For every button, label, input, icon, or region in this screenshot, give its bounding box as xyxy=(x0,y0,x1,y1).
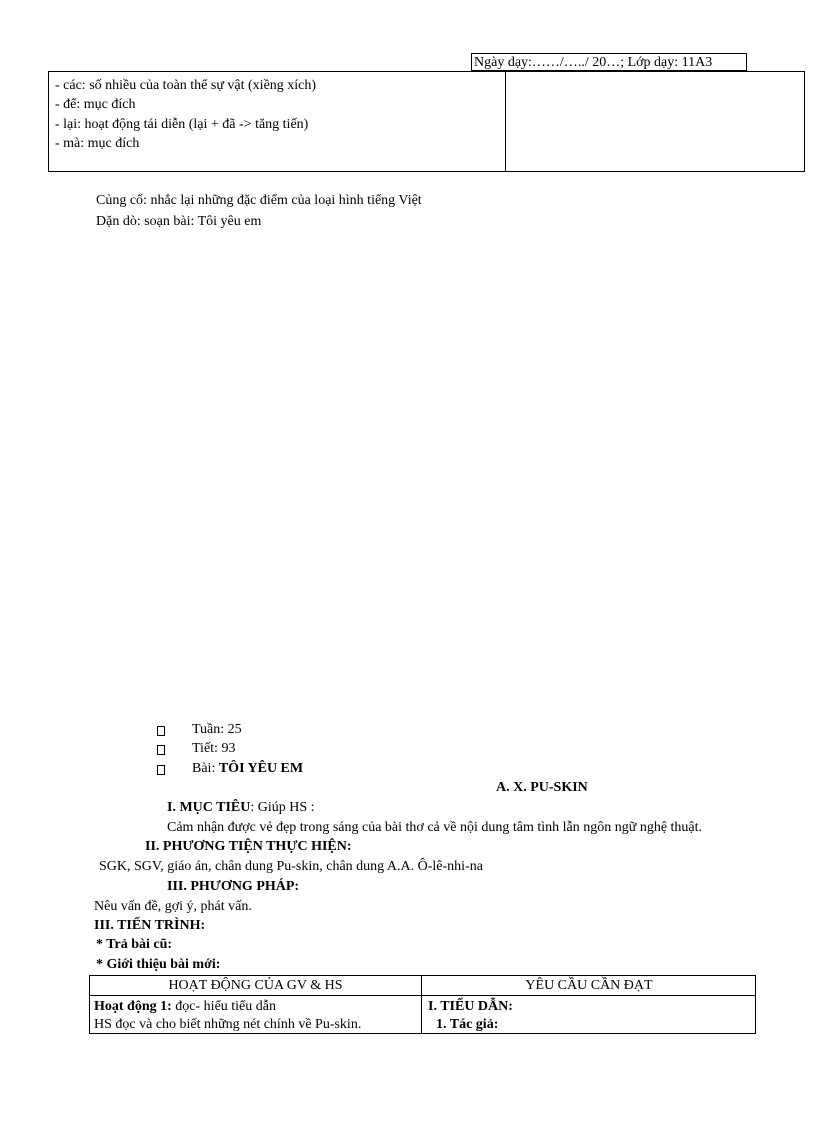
bullet-box-icon xyxy=(157,765,165,775)
activity-1-line xyxy=(94,998,276,1016)
bai-line xyxy=(192,761,303,777)
activity-1-label: Hoạt động 1: xyxy=(94,999,172,1014)
muc-tieu-heading: I. MỤC TIÊU xyxy=(167,800,251,815)
col-header-activities: HOẠT ĐỘNG CỦA GV & HS xyxy=(168,978,343,993)
tra-bai-cu: * Trả bài cũ: xyxy=(96,937,173,952)
gioi-thieu-bai-moi: * Giới thiệu bài mới: xyxy=(96,957,221,972)
table-line-lai: - lại: hoạt động tái diễn (lại + đã -> tăng tiến) xyxy=(55,117,309,132)
tac-gia-heading: 1. Tác giả: xyxy=(436,1017,499,1032)
activity-1-desc: đọc- hiểu tiểu dẫn xyxy=(171,999,276,1014)
phuong-phap-heading: III. PHƯƠNG PHÁP: xyxy=(167,879,300,894)
bai-label: Bài: xyxy=(192,761,219,776)
phuong-tien-heading: II. PHƯƠNG TIỆN THỰC HIỆN: xyxy=(145,839,352,854)
table-header-rule xyxy=(90,995,755,996)
phuong-phap-text: Nêu vấn đề, gợi ý, phát vấn. xyxy=(94,899,252,914)
table-divider xyxy=(505,72,506,171)
bullet-box-icon xyxy=(157,726,165,736)
tiet-text: Tiết: 93 xyxy=(192,741,236,756)
activity-table xyxy=(89,975,756,1034)
col-header-requirements: YÊU CẦU CẦN ĐẠT xyxy=(525,978,653,993)
table-line-cac: - các: số nhiều của toàn thể sự vật (xiềng xích) xyxy=(55,78,317,93)
cung-co-text: Củng cố: nhắc lại những đặc điểm của loại hình tiếng Việt xyxy=(96,193,422,208)
previous-lesson-table xyxy=(48,71,805,172)
table-line-de: - để: mục đích xyxy=(55,97,136,112)
phuong-tien-text: SGK, SGV, giáo án, chân dung Pu-skin, chân dung A.A. Ô-lê-nhi-na xyxy=(99,859,483,874)
author-name: A. X. PU-SKIN xyxy=(496,780,588,795)
bullet-box-icon xyxy=(157,745,165,755)
muc-tieu-suffix: : Giúp HS : xyxy=(250,800,315,815)
dan-do-text: Dặn dò: soạn bài: Tôi yêu em xyxy=(96,214,262,229)
tuan-text: Tuần: 25 xyxy=(192,722,242,737)
date-class-header: Ngày dạy:……/…../ 20…; Lớp dạy: 11A3 xyxy=(471,53,747,71)
muc-tieu-line xyxy=(167,800,315,816)
tieu-dan-heading: I. TIỂU DẪN: xyxy=(428,999,513,1014)
tien-trinh-heading: III. TIẾN TRÌNH: xyxy=(94,918,206,933)
muc-tieu-text: Cảm nhận được vẻ đẹp trong sáng của bài thơ cả về nội dung tâm tình lẫn ngôn ngữ nghệ thuật. xyxy=(167,820,703,835)
activity-1-instruction: HS đọc và cho biết những nét chính về Pu-skin. xyxy=(94,1017,362,1032)
table-line-ma: - mà: mục đích xyxy=(55,136,140,151)
bai-title: TÔI YÊU EM xyxy=(218,761,304,776)
